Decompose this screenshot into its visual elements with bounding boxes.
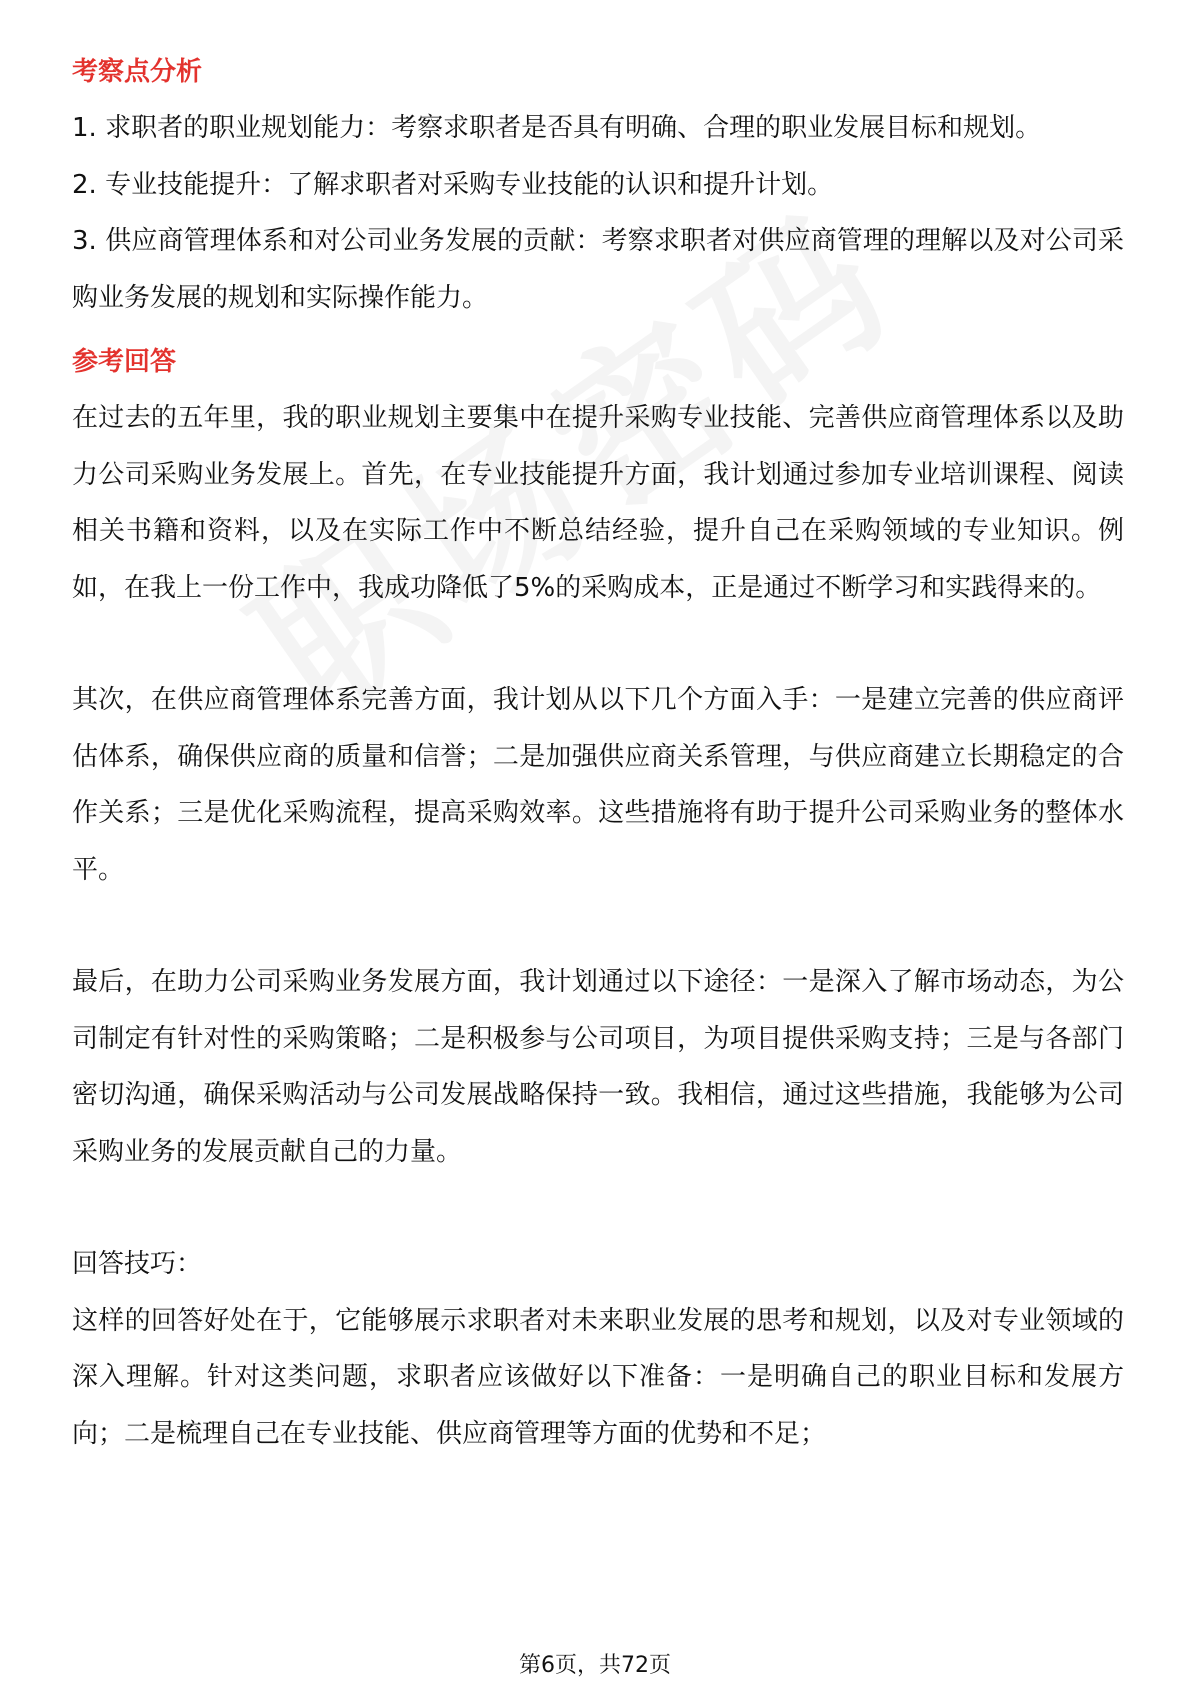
paragraph-spacer <box>72 616 1124 672</box>
analysis-item-3: 3. 供应商管理体系和对公司业务发展的贡献：考察求职者对供应商管理的理解以及对公司采购业务发展的规划和实际操作能力。 <box>72 226 1124 313</box>
answer-title: 参考回答 <box>72 347 177 377</box>
page-number: 第6页，共72页 <box>519 1653 671 1678</box>
answer-paragraph-1: 在过去的五年里，我的职业规划主要集中在提升采购专业技能、完善供应商管理体系以及助力公司采购业务发展上。首先，在专业技能提升方面，我计划通过参加专业培训课程、阅读相关书籍和资料，以及在实际工作中不断总结经验，提升自己在采购领域的专业知识。例如，在我上一份工作中，我成功降低了5%的采购成本，正是通过不断学习和实践得来的。 <box>72 403 1124 603</box>
analysis-title: 考察点分析 <box>72 57 203 87</box>
paragraph-spacer <box>72 1180 1124 1236</box>
answer-paragraph-3: 最后，在助力公司采购业务发展方面，我计划通过以下途径：一是深入了解市场动态，为公司制定有针对性的采购策略；二是积极参与公司项目，为项目提供采购支持；三是与各部门密切沟通，确保采购活动与公司发展战略保持一致。我相信，通过这些措施，我能够为公司采购业务的发展贡献自己的力量。 <box>72 967 1124 1167</box>
tips-label: 回答技巧： <box>72 1249 203 1279</box>
paragraph-spacer <box>72 898 1124 954</box>
document-page <box>72 44 1124 1462</box>
analysis-item-2: 2. 专业技能提升：了解求职者对采购专业技能的认识和提升计划。 <box>72 169 834 200</box>
analysis-item-1: 1. 求职者的职业规划能力：考察求职者是否具有明确、合理的职业发展目标和规划。 <box>72 113 1042 143</box>
tips-text: 这样的回答好处在于，它能够展示求职者对未来职业发展的思考和规划，以及对专业领域的深入理解。针对这类问题，求职者应该做好以下准备：一是明确自己的职业目标和发展方向；二是梳理自己在专业技能、供应商管理等方面的优势和不足； <box>72 1305 1124 1449</box>
answer-paragraph-2: 其次，在供应商管理体系完善方面，我计划从以下几个方面入手：一是建立完善的供应商评估体系，确保供应商的质量和信誉；二是加强供应商关系管理，与供应商建立长期稳定的合作关系；三是优化采购流程，提高采购效率。这些措施将有助于提升公司采购业务的整体水平。 <box>72 685 1124 885</box>
